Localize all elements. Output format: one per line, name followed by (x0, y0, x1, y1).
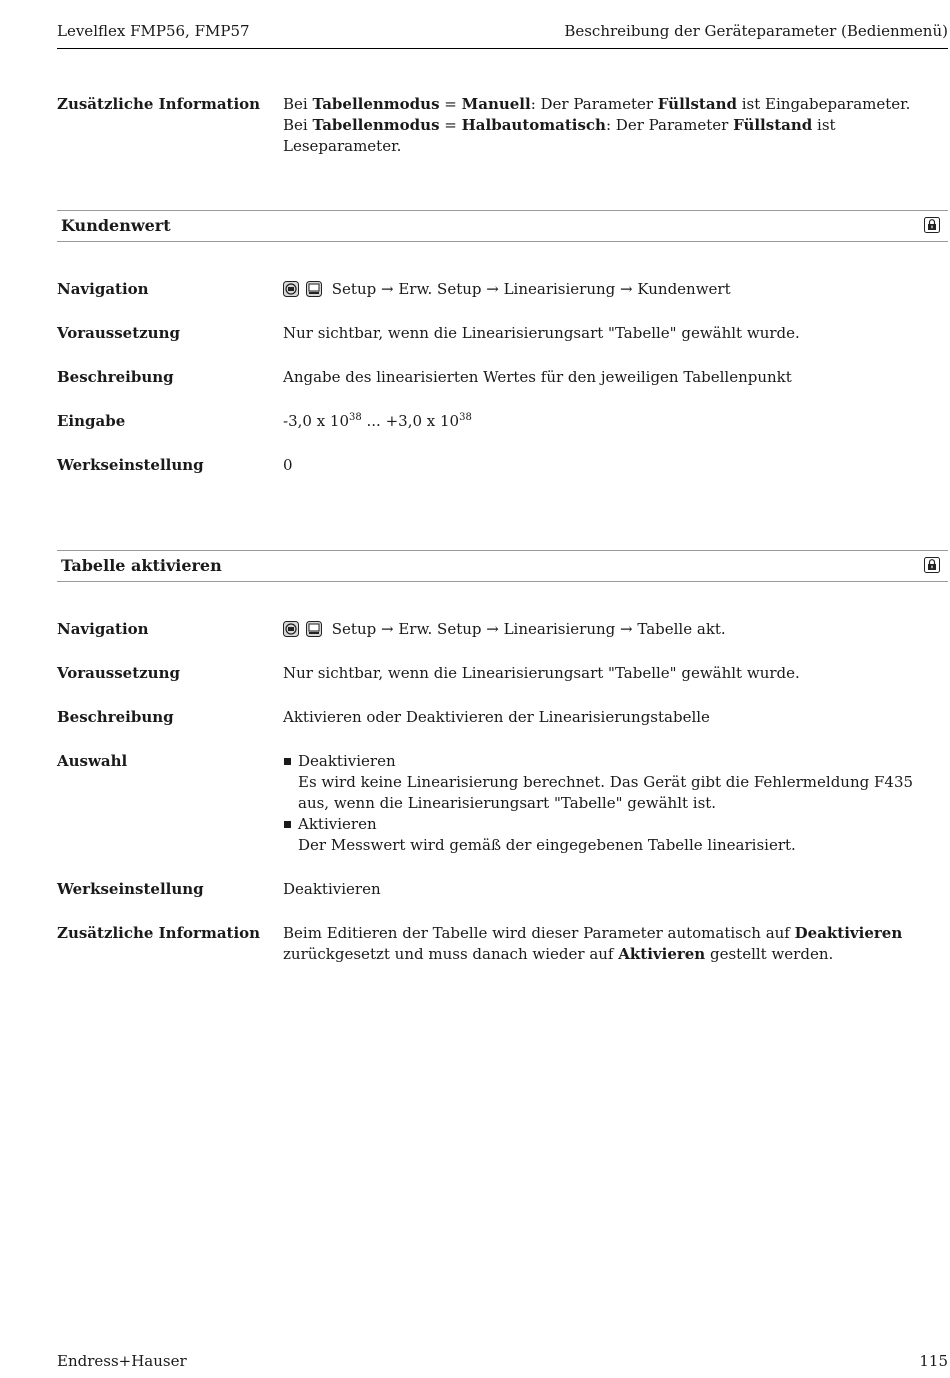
tabelle-voraussetzung-value: Nur sichtbar, wenn die Linearisierungsart "Tabelle" gewählt wurde. (283, 664, 800, 682)
kundenwert-voraussetzung-value: Nur sichtbar, wenn die Linearisierungsart "Tabelle" gewählt wurde. (283, 324, 800, 342)
onsite-display-icon (283, 281, 299, 297)
intro-line-2: Bei Tabellenmodus = Halbautomatisch: Der Parameter Füllstand ist Leseparameter. (283, 116, 836, 155)
kundenwert-eingabe-label: Eingabe (57, 412, 126, 430)
header-chapter-title: Beschreibung der Geräteparameter (Bedienmenü) (564, 22, 948, 40)
kundenwert-eingabe-value: -3,0 x $10^{38}$ ... +3,0 x $10^{38}$ (283, 412, 472, 430)
intro-line-1: Bei Tabellenmodus = Manuell: Der Parameter Füllstand ist Eingabeparameter. (283, 95, 911, 113)
footer-brand: Endress+Hauser (57, 1352, 187, 1370)
option-list (283, 751, 942, 856)
header-doc-title: Levelflex FMP56, FMP57 (57, 22, 250, 40)
lock-icon (924, 557, 940, 573)
navigation-path: Setup → Erw. Setup → Linearisierung → Tabelle akt. (331, 620, 726, 638)
lock-icon (924, 217, 940, 233)
intro-label: Zusätzliche Information (57, 95, 261, 113)
tabelle-beschreibung-label: Beschreibung (57, 708, 174, 726)
option-description: Der Messwert wird gemäß der eingegebenen Tabelle linearisiert. (298, 836, 796, 854)
operating-tool-icon (306, 621, 322, 637)
tabelle-auswahl-value (283, 751, 942, 856)
option-name: Aktivieren (298, 815, 377, 833)
list-item (283, 814, 942, 856)
section-title: Kundenwert (61, 216, 171, 235)
page-number: 115 (919, 1352, 948, 1370)
onsite-display-icon (283, 621, 299, 637)
tabelle-zusatz-label: Zusätzliche Information (57, 924, 261, 942)
option-name: Deaktivieren (298, 752, 396, 770)
navigation-path: Setup → Erw. Setup → Linearisierung → Kundenwert (331, 280, 731, 298)
list-item (283, 751, 942, 814)
kundenwert-werkseinstellung-value: 0 (283, 456, 293, 474)
kundenwert-navigation-label: Navigation (57, 280, 149, 298)
header-rule (57, 48, 948, 49)
section-header-kundenwert (57, 210, 948, 242)
kundenwert-beschreibung-value: Angabe des linearisierten Wertes für den jeweiligen Tabellenpunkt (283, 368, 792, 386)
tabelle-werkseinstellung-label: Werkseinstellung (57, 880, 204, 898)
kundenwert-voraussetzung-label: Voraussetzung (57, 324, 180, 342)
option-description: Es wird keine Linearisierung berechnet. Das Gerät gibt die Fehlermeldung F435 aus, wenn die Linearisierungsart "Tabelle" gewählt ist. (298, 773, 914, 812)
kundenwert-werkseinstellung-label: Werkseinstellung (57, 456, 204, 474)
tabelle-werkseinstellung-value: Deaktivieren (283, 880, 381, 898)
tabelle-navigation-value (283, 619, 942, 643)
tabelle-navigation-label: Navigation (57, 620, 149, 638)
intro-text (283, 94, 942, 157)
section-header-tabelle-aktivieren (57, 550, 948, 582)
tabelle-auswahl-label: Auswahl (57, 752, 128, 770)
kundenwert-beschreibung-label: Beschreibung (57, 368, 174, 386)
section-title: Tabelle aktivieren (61, 556, 222, 575)
tabelle-beschreibung-value: Aktivieren oder Deaktivieren der Linearisierungstabelle (283, 708, 710, 726)
tabelle-zusatz-value: Beim Editieren der Tabelle wird dieser Parameter automatisch auf Deaktivieren zurückgesetzt und muss danach wieder auf Aktivieren gestellt werden. (283, 924, 903, 963)
tabelle-voraussetzung-label: Voraussetzung (57, 664, 180, 682)
kundenwert-navigation-value (283, 279, 942, 303)
operating-tool-icon (306, 281, 322, 297)
